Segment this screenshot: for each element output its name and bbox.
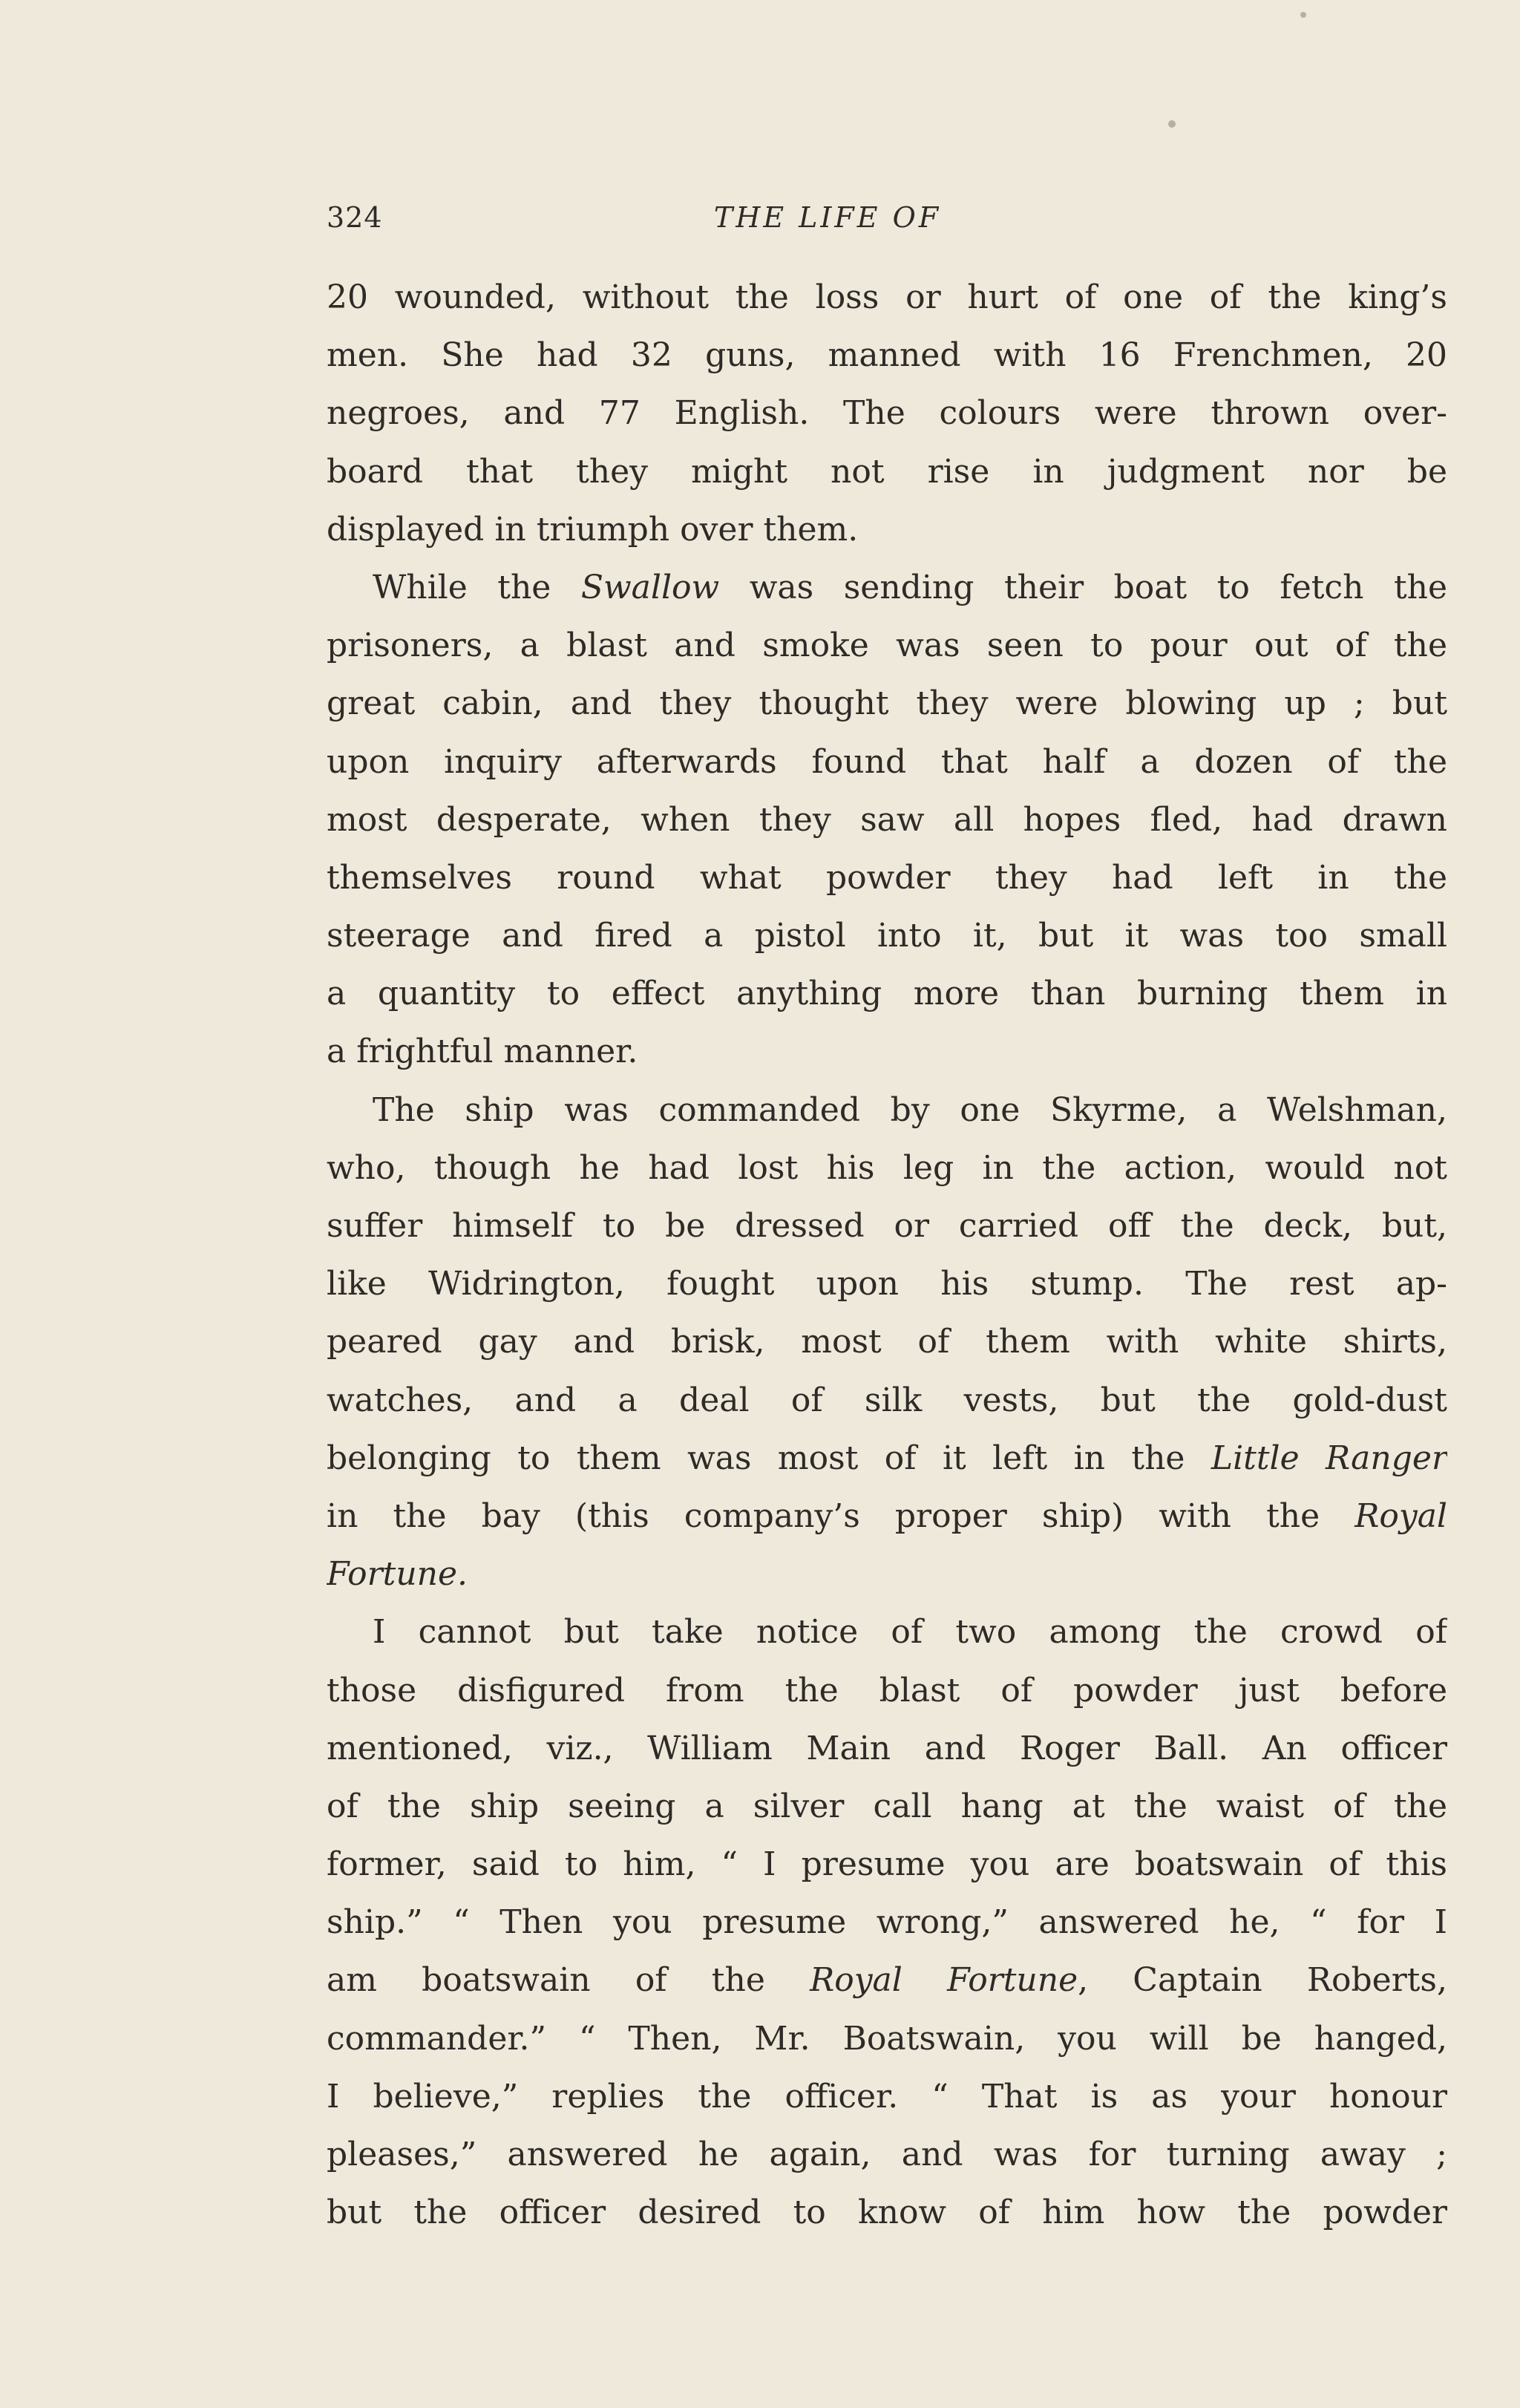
text-line [327, 849, 1447, 907]
line-text: board that they might not rise in judgment nor be [327, 452, 1447, 491]
line-text: was sending their boat to fetch the [719, 568, 1447, 606]
text-line [327, 1894, 1447, 1951]
text-line [327, 1836, 1447, 1894]
text-line [327, 791, 1447, 849]
line-text: most desperate, when they saw all hopes fled, had drawn [327, 800, 1447, 839]
text-line [327, 2068, 1447, 2126]
italic-title-text: Fortune. [327, 1555, 468, 1594]
line-text: suffer himself to be dressed or carried off the deck, but, [327, 1207, 1447, 1245]
text-line [327, 1430, 1447, 1488]
line-text: While the [373, 568, 581, 606]
line-text: watches, and a deal of silk vests, but the gold-dust [327, 1381, 1447, 1419]
page-header [327, 192, 1447, 243]
text-line [327, 675, 1447, 733]
text-line [327, 559, 1447, 617]
text-line [327, 1662, 1447, 1720]
line-text: of the ship seeing a silver call hang at the waist of the [327, 1787, 1447, 1825]
text-line [327, 501, 1447, 559]
line-text: 20 wounded, without the loss or hurt of one of the king’s [327, 278, 1447, 316]
text-line [327, 1603, 1447, 1661]
line-text: I cannot but take notice of two among the crowd of [373, 1613, 1447, 1652]
line-text: ship.” “ Then you presume wrong,” answered he, “ for I [327, 1903, 1447, 1942]
italic-title-text: Swallow [580, 568, 720, 606]
text-line [327, 1488, 1447, 1545]
text-line [327, 2184, 1447, 2242]
text-line [327, 617, 1447, 675]
line-text: men. She had 32 guns, manned with 16 Frenchmen, 20 [327, 336, 1447, 375]
text-line [327, 1720, 1447, 1778]
text-line [327, 1023, 1447, 1081]
line-text: steerage and fired a pistol into it, but it was too small [327, 917, 1447, 955]
text-line [327, 1951, 1447, 2009]
text-line [327, 2126, 1447, 2184]
text-line [327, 269, 1447, 327]
line-text: mentioned, viz., William Main and Roger Ball. An officer [327, 1729, 1447, 1767]
running-head: THE LIFE OF [713, 201, 942, 234]
text-line [327, 1082, 1447, 1139]
line-text: a frightful manner. [327, 1033, 638, 1071]
line-text: former, said to him, “ I presume you are boatswain of this [327, 1845, 1447, 1884]
text-line [327, 1372, 1447, 1430]
paper-speck [1300, 12, 1306, 18]
line-text: themselves round what powder they had left in the [327, 858, 1447, 897]
paper-speck [1168, 120, 1176, 128]
italic-title-text: Royal [1354, 1496, 1447, 1535]
line-text: a quantity to effect anything more than burning them in [327, 975, 1447, 1013]
page-number: 324 [327, 201, 383, 234]
line-text: prisoners, a blast and smoke was seen to pour out of the [327, 626, 1447, 665]
line-text: commander.” “ Then, Mr. Boatswain, you will be hanged, [327, 2019, 1447, 2058]
line-text: belonging to them was most of it left in the [327, 1439, 1211, 1477]
line-text: The ship was commanded by one Skyrme, a Welshman, [373, 1090, 1447, 1129]
body-text [327, 269, 1447, 2242]
text-line [327, 1545, 1447, 1603]
italic-title-text: Little Ranger [1211, 1439, 1447, 1477]
text-line [327, 2010, 1447, 2068]
line-text: peared gay and brisk, most of them with white shirts, [327, 1323, 1447, 1361]
line-text: am boatswain of the [327, 1961, 810, 2000]
line-text: but the officer desired to know of him how the powder [327, 2193, 1447, 2232]
line-text: upon inquiry afterwards found that half a dozen of the [327, 742, 1447, 781]
line-text: great cabin, and they thought they were blowing up ; but [327, 684, 1447, 723]
text-line [327, 733, 1447, 791]
line-text: , Captain Roberts, [1078, 1961, 1447, 2000]
text-line [327, 1139, 1447, 1197]
text-line [327, 907, 1447, 965]
line-text: displayed in triumph over them. [327, 510, 859, 549]
text-line [327, 327, 1447, 385]
text-line [327, 1255, 1447, 1313]
line-text: who, though he had lost his leg in the action, would not [327, 1148, 1447, 1187]
italic-title-text: Royal Fortune [810, 1961, 1078, 2000]
text-line [327, 443, 1447, 501]
text-line [327, 1778, 1447, 1836]
line-text: those disfigured from the blast of powder just before [327, 1671, 1447, 1710]
line-text: I believe,” replies the officer. “ That is as your honour [327, 2077, 1447, 2116]
text-line [327, 385, 1447, 442]
text-line [327, 1197, 1447, 1255]
line-text: pleases,” answered he again, and was for turning away ; [327, 2136, 1447, 2173]
text-line [327, 1313, 1447, 1371]
line-text: like Widrington, fought upon his stump. The rest ap- [327, 1265, 1447, 1303]
line-text: negroes, and 77 English. The colours were thrown over- [327, 394, 1447, 433]
line-text: in the bay (this company’s proper ship) with the [327, 1496, 1355, 1535]
text-line [327, 965, 1447, 1023]
